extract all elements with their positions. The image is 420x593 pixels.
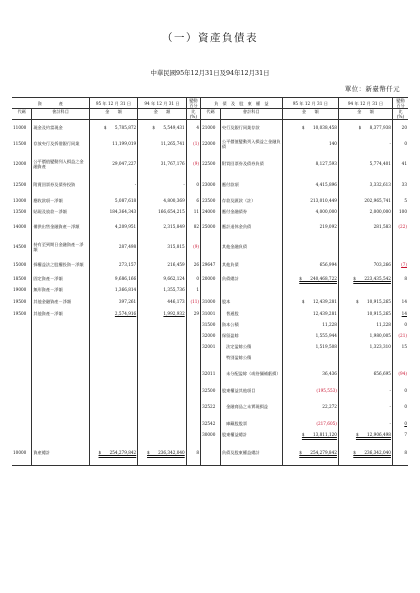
asset-account-name: 現金及約當現金 — [32, 120, 89, 135]
asset-account-name: 其他資產－淨額 — [32, 308, 89, 319]
liab-amount-2006: 213,010,449 — [282, 195, 338, 206]
liab-amount-2006: 4,000,000 — [282, 206, 338, 217]
liab-code-header: 代碼 — [201, 109, 221, 115]
table-row — [12, 153, 408, 175]
asset-amount-2005 — [138, 385, 187, 396]
asset-change-pct: 0 — [186, 273, 200, 284]
asset-change-pct: 26 — [186, 257, 200, 273]
liab-account-name: 保留盈餘 — [220, 330, 282, 341]
table-row — [12, 308, 408, 319]
liab-amount-2006: 219,092 — [282, 217, 338, 237]
asset-code: 13500 — [12, 206, 32, 217]
liab-2005-header: 94 年 12 月 31 日 — [338, 98, 392, 109]
liab-2006-header: 95 年 12 月 31 日 — [282, 98, 338, 109]
asset-account-name: 備供出售金融資產－淨額 — [32, 217, 89, 237]
liab-code: 29647 — [201, 257, 221, 273]
liab-change-pct: (21) — [398, 332, 407, 338]
liab-code: 31000 — [201, 295, 221, 308]
liab-change-pct: 14 — [401, 310, 407, 316]
asset-amount-2006 — [89, 429, 138, 440]
liab-amount-2006 — [282, 352, 338, 363]
liab-change-pct — [392, 284, 408, 295]
asset-code: 19000 — [12, 284, 32, 295]
asset-code: 18500 — [12, 273, 32, 284]
table-row — [12, 418, 408, 429]
liab-amount-2005 — [338, 284, 392, 295]
liab-amount-2006 — [282, 284, 338, 295]
asset-change-pct — [186, 396, 200, 418]
asset-amount-2006: 397,261 — [89, 295, 138, 308]
asset-change-pct: (9) — [186, 153, 200, 175]
liab-change-pct: 33 — [401, 182, 407, 188]
liab-account-name: 公平價值變動列入損益之金融負債 — [220, 135, 282, 153]
asset-code: 11000 — [12, 120, 32, 135]
liab-amount-2005 — [338, 352, 392, 363]
liab-account-name: 其他負債 — [220, 257, 282, 273]
asset-account-name — [32, 330, 89, 341]
table-row — [12, 175, 408, 195]
liab-amount-2005-header: 金 額 — [338, 109, 392, 115]
assets-amount-2006-header: 金 額 — [89, 109, 138, 115]
asset-code — [12, 352, 32, 363]
liab-code — [201, 440, 221, 466]
liab-amount-2005: 11,228 — [338, 319, 392, 330]
asset-change-pct — [186, 319, 200, 330]
liab-amount-2006: $ 254,279,842 — [282, 440, 338, 466]
liab-code — [201, 237, 221, 257]
liab-account-name: 應付金融債券 — [220, 206, 282, 217]
asset-amount-2006: 287,498 — [89, 237, 138, 257]
liab-amount-2006: (195,553) — [282, 385, 338, 396]
table-row — [12, 429, 408, 440]
liab-account-name: 未分配盈餘（或待彌補虧損） — [220, 363, 282, 385]
asset-code — [12, 429, 32, 440]
unit-label: 單位：新臺幣仟元 — [344, 85, 400, 93]
asset-account-name — [32, 385, 89, 396]
table-row — [12, 385, 408, 396]
table-row — [12, 273, 408, 284]
liab-account-name: 附買回票券及債券負債 — [220, 153, 282, 175]
asset-account-name: 持有至到期日金融資產－淨額 — [32, 237, 89, 257]
asset-change-pct: 1 — [186, 284, 200, 295]
liab-amount-2005: 281,583 — [338, 217, 392, 237]
asset-amount-2005: 1,992,932 — [138, 308, 187, 319]
liab-change-pct: 20 — [401, 124, 407, 130]
liab-pct-sym-header: (%) — [392, 114, 408, 120]
liab-amount-2005: - — [338, 396, 392, 418]
asset-account-name — [32, 363, 89, 385]
liab-amount-2005: - — [338, 135, 392, 153]
liab-change-pct: 0 — [404, 141, 407, 147]
liab-amount-2005: - — [338, 385, 392, 396]
asset-amount-2005: 446,173 — [138, 295, 187, 308]
table-row — [12, 352, 408, 363]
liab-account-name: 應計退休金負債 — [220, 217, 282, 237]
asset-amount-2005 — [138, 396, 187, 418]
liab-amount-2006: 1,519,508 — [282, 341, 338, 352]
table-row — [12, 206, 408, 217]
table-row — [12, 396, 408, 418]
asset-code: 14500 — [12, 237, 32, 257]
liab-amount-2006: 11,228 — [282, 319, 338, 330]
liab-change-pct: 7 — [404, 431, 407, 437]
asset-change-pct: 11 — [186, 206, 200, 217]
liab-code: 30000 — [201, 429, 221, 440]
table-row — [12, 195, 408, 206]
liab-change-pct: 100 — [399, 208, 407, 214]
liab-amount-2006: 656,994 — [282, 257, 338, 273]
liab-change-pct: (94) — [398, 371, 407, 377]
assets-2005-header: 94 年 12 月 31 日 — [138, 98, 187, 109]
asset-amount-2005 — [138, 363, 187, 385]
asset-account-name — [32, 352, 89, 363]
asset-amount-2006: 273,157 — [89, 257, 138, 273]
liab-account-name: 存款及匯款（註） — [220, 195, 282, 206]
asset-change-pct: 6 — [186, 195, 200, 206]
liab-code: 20000 — [201, 273, 221, 284]
liab-amount-2006: $ 240,468,722 — [282, 273, 338, 284]
liab-amount-2006 — [282, 237, 338, 257]
table-row — [12, 120, 408, 135]
liab-pct-unit-header: 比 — [392, 109, 408, 115]
liab-code — [201, 284, 221, 295]
asset-change-pct — [186, 341, 200, 352]
liab-amount-2005: 703,266 — [338, 257, 392, 273]
balance-sheet-table — [12, 97, 408, 466]
assets-2006-header: 95 年 12 月 31 日 — [89, 98, 138, 109]
liab-change-pct: (22) — [398, 224, 407, 230]
liab-code: 32011 — [201, 363, 221, 385]
liab-change-pct: 0 — [404, 404, 407, 410]
asset-amount-2006 — [89, 396, 138, 418]
asset-amount-2005 — [138, 341, 187, 352]
liab-amount-2005: 3,332,613 — [338, 175, 392, 195]
asset-amount-2006: 11,199,019 — [89, 135, 138, 153]
asset-amount-2005: 166,654,215 — [138, 206, 187, 217]
liab-amount-2005: 1,980,005 — [338, 330, 392, 341]
asset-account-name: 採權益法之股權投資－淨額 — [32, 257, 89, 273]
liab-amount-2006: $ 10,038,458 — [282, 120, 338, 135]
asset-code: 12500 — [12, 175, 32, 195]
asset-change-pct: (1) — [186, 135, 200, 153]
asset-amount-2005: 1,355,736 — [138, 284, 187, 295]
asset-amount-2005: 2,315,849 — [138, 217, 187, 237]
liab-amount-2006: $ 12,439,281 — [282, 295, 338, 308]
table-row — [12, 295, 408, 308]
liab-code: 32001 — [201, 341, 221, 352]
asset-amount-2005: $ 5,549,431 — [138, 120, 187, 135]
asset-amount-2006 — [89, 385, 138, 396]
assets-header: 資 產 — [12, 98, 89, 109]
asset-code — [12, 418, 32, 429]
asset-account-name — [32, 341, 89, 352]
asset-code — [12, 385, 32, 396]
liab-amount-2005 — [338, 237, 392, 257]
table-row — [12, 237, 408, 257]
liab-code: 22000 — [201, 135, 221, 153]
liab-account-name: 負債及股東權益總計 — [220, 440, 282, 466]
page-title: （一）資產負債表 — [162, 32, 258, 44]
asset-change-pct: (9) — [186, 237, 200, 257]
asset-amount-2005: - — [138, 175, 187, 195]
liab-account-name: 股東權益其他項目 — [220, 385, 282, 396]
liab-amount-2006: $ 13,811,120 — [282, 429, 338, 440]
asset-amount-2005: 315,815 — [138, 237, 187, 257]
liab-amount-2005: 2,000,000 — [338, 206, 392, 217]
liab-amount-2006: 8,127,593 — [282, 153, 338, 175]
asset-amount-2006 — [89, 319, 138, 330]
asset-code — [12, 319, 32, 330]
liab-code: 32500 — [201, 385, 221, 396]
liab-account-name: 金融商品之未實現損益 — [220, 396, 282, 418]
liab-change-pct: 8 — [404, 275, 407, 281]
asset-code: 19500 — [12, 295, 32, 308]
asset-amount-2005 — [138, 418, 187, 429]
asset-code: 15000 — [12, 257, 32, 273]
asset-change-pct — [186, 330, 200, 341]
asset-amount-2005 — [138, 352, 187, 363]
table-row — [12, 319, 408, 330]
liab-amount-2005: $ 8,377,938 — [338, 120, 392, 135]
assets-pct-header: 百分 — [186, 103, 200, 109]
table-row — [12, 217, 408, 237]
asset-amount-2006: 5,087,618 — [89, 195, 138, 206]
liab-amount-2006: 1,555,944 — [282, 330, 338, 341]
table-row — [12, 341, 408, 352]
liab-amount-2006: 140 — [282, 135, 338, 153]
asset-amount-2005: 31,767,176 — [138, 153, 187, 175]
liab-code: 31001 — [201, 308, 221, 319]
liab-account-name: 應付款項 — [220, 175, 282, 195]
table-row — [12, 330, 408, 341]
liab-pct-header: 百分 — [396, 103, 405, 109]
assets-account-header: 會計科目 — [32, 109, 89, 115]
liab-code: 32522 — [201, 396, 221, 418]
asset-code — [12, 341, 32, 352]
asset-account-name — [32, 418, 89, 429]
liab-account-name: 負債總計 — [220, 273, 282, 284]
asset-amount-2006 — [89, 352, 138, 363]
liab-account-name: 庫藏股股票 — [220, 418, 282, 429]
liab-amount-2005: 656,695 — [338, 363, 392, 385]
asset-code — [12, 330, 32, 341]
asset-amount-2005: 4,800,369 — [138, 195, 187, 206]
asset-account-name: 存放央行及拆借銀行同業 — [32, 135, 89, 153]
liab-amount-2005: 1,323,310 — [338, 341, 392, 352]
asset-amount-2006 — [89, 363, 138, 385]
asset-amount-2006: 9,686,166 — [89, 273, 138, 284]
asset-account-name: 公平價值變動列入損益之金融資產 — [32, 153, 89, 175]
asset-change-pct: 29 — [186, 308, 200, 319]
liab-account-name: 央行及銀行同業存款 — [220, 120, 282, 135]
liab-change-pct: 0 — [404, 420, 407, 426]
asset-amount-2006 — [89, 330, 138, 341]
asset-change-pct — [186, 363, 200, 385]
liab-change-pct — [392, 237, 408, 257]
liab-code: 21000 — [201, 120, 221, 135]
liab-amount-2006-header: 金 額 — [282, 109, 338, 115]
table-row — [12, 440, 408, 466]
asset-account-name: 附賣回票券及債券投資 — [32, 175, 89, 195]
liab-amount-2005: 202,965,741 — [338, 195, 392, 206]
asset-account-name — [32, 396, 89, 418]
liab-change-pct: (7) — [401, 262, 407, 268]
asset-code: 10000 — [12, 440, 32, 466]
liab-change-pct: 14 — [401, 298, 407, 304]
asset-code — [12, 396, 32, 418]
asset-amount-2006: $ 5,785,872 — [89, 120, 138, 135]
asset-amount-2006: 29,047,227 — [89, 153, 138, 175]
asset-amount-2006: - — [89, 175, 138, 195]
liab-account-header: 會計科目 — [220, 109, 282, 115]
asset-account-name — [32, 429, 89, 440]
liab-header: 負 債 及 股 東 權 益 — [201, 98, 283, 109]
assets-pct-unit-header: 比 — [186, 109, 200, 115]
asset-amount-2006: $ 254,279,842 — [89, 440, 138, 466]
liab-code: 31500 — [201, 319, 221, 330]
asset-account-name: 貼現及放款－淨額 — [32, 206, 89, 217]
asset-account-name: 無形資產－淨額 — [32, 284, 89, 295]
asset-amount-2005 — [138, 330, 187, 341]
asset-change-pct: 8 — [186, 440, 200, 466]
liab-code: 32542 — [201, 418, 221, 429]
asset-code: 19500 — [12, 308, 32, 319]
asset-code: 11500 — [12, 135, 32, 153]
liab-code: 25000 — [201, 217, 221, 237]
liab-amount-2006: 12,439,281 — [282, 308, 338, 319]
table-row — [12, 135, 408, 153]
liab-account-name: 法定盈餘公積 — [220, 341, 282, 352]
asset-account-name: 其他金融資產－淨額 — [32, 295, 89, 308]
asset-amount-2005 — [138, 429, 187, 440]
liab-amount-2005: - — [338, 418, 392, 429]
asset-change-pct: (11) — [186, 295, 200, 308]
liab-code — [201, 352, 221, 363]
liab-amount-2005: $ 10,915,265 — [338, 295, 392, 308]
balance-sheet-body — [12, 120, 408, 466]
asset-code — [12, 363, 32, 385]
liab-account-name: 資本公積 — [220, 319, 282, 330]
table-row — [12, 363, 408, 385]
page-subtitle: 中華民國95年12月31日及94年12月31日 — [150, 69, 270, 77]
assets-pct-sym-header: (%) — [186, 114, 200, 120]
asset-amount-2006 — [89, 418, 138, 429]
liab-change-pct: 15 — [401, 343, 407, 349]
asset-code: 14000 — [12, 217, 32, 237]
liab-account-name: 股本 — [220, 295, 282, 308]
liab-code: 23000 — [201, 175, 221, 195]
asset-change-pct — [186, 429, 200, 440]
asset-account-name: 資產總計 — [32, 440, 89, 466]
liab-amount-2006: 4,415,896 — [282, 175, 338, 195]
asset-amount-2006: 1,366,814 — [89, 284, 138, 295]
liab-code: 32000 — [201, 330, 221, 341]
liab-account-name — [220, 284, 282, 295]
liab-change-pct — [392, 352, 408, 363]
liab-change-pct: 0 — [404, 387, 407, 393]
asset-account-name: 固定資產－淨額 — [32, 273, 89, 284]
asset-change-pct: 82 — [186, 217, 200, 237]
asset-change-pct — [186, 352, 200, 363]
liab-account-name: 普通股 — [220, 308, 282, 319]
liab-amount-2006: 36,436 — [282, 363, 338, 385]
liab-account-name: 股東權益總計 — [220, 429, 282, 440]
liab-change-pct: 0 — [404, 321, 407, 327]
asset-account-name — [32, 319, 89, 330]
liab-amount-2005: $ 223,435,542 — [338, 273, 392, 284]
asset-code: 13000 — [12, 195, 32, 206]
liab-change-header: 變動 — [392, 98, 408, 104]
liab-code: 23500 — [201, 195, 221, 206]
asset-account-name: 應收款項－淨額 — [32, 195, 89, 206]
asset-amount-2006: 4,209,951 — [89, 217, 138, 237]
table-row — [12, 284, 408, 295]
assets-change-header: 變動 — [186, 98, 200, 104]
asset-change-pct: 0 — [186, 175, 200, 195]
liab-change-pct: 5 — [404, 197, 407, 203]
liab-amount-2005: 10,915,265 — [338, 308, 392, 319]
liab-account-name: 特別盈餘公積 — [220, 352, 282, 363]
assets-code-header: 代碼 — [12, 109, 32, 115]
liab-change-pct: 8 — [392, 440, 408, 466]
asset-amount-2006 — [89, 341, 138, 352]
asset-amount-2005: 9,662,124 — [138, 273, 187, 284]
asset-amount-2005: 216,459 — [138, 257, 187, 273]
liab-account-name: 其他金融負債 — [220, 237, 282, 257]
asset-amount-2006: 2,574,916 — [89, 308, 138, 319]
table-row — [12, 257, 408, 273]
liab-amount-2005: $ 12,906,498 — [338, 429, 392, 440]
liab-amount-2006: (217,605) — [282, 418, 338, 429]
asset-change-pct — [186, 385, 200, 396]
liab-amount-2005: $ 236,342,040 — [338, 440, 392, 466]
assets-amount-2005-header: 金 額 — [138, 109, 187, 115]
asset-amount-2005: 11,265,741 — [138, 135, 187, 153]
asset-amount-2005: $ 236,342,040 — [138, 440, 187, 466]
asset-amount-2006: 184,364,343 — [89, 206, 138, 217]
liab-code: 22500 — [201, 153, 221, 175]
asset-change-pct: 4 — [186, 120, 200, 135]
asset-amount-2005 — [138, 319, 187, 330]
asset-code: 12000 — [12, 153, 32, 175]
liab-change-pct: 41 — [401, 161, 407, 167]
liab-amount-2005: 5,774,401 — [338, 153, 392, 175]
asset-change-pct — [186, 418, 200, 429]
liab-amount-2006: 22,272 — [282, 396, 338, 418]
liab-code: 24000 — [201, 206, 221, 217]
